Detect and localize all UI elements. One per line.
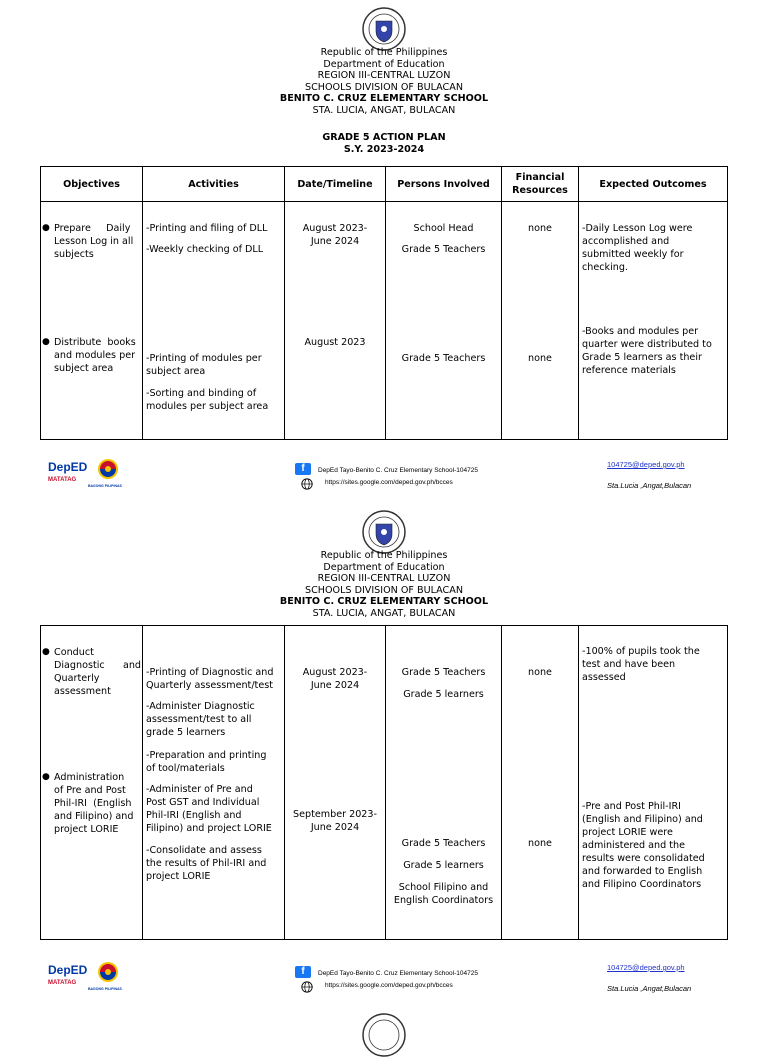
deped-logo: DepED bbox=[48, 460, 88, 474]
footer-address: Sta.Lucia ,Angat,Bulacan bbox=[607, 984, 692, 993]
col-objectives: Objectives bbox=[41, 167, 143, 202]
plan-title: GRADE 5 ACTION PLAN bbox=[322, 132, 446, 143]
action-plan-table bbox=[40, 166, 728, 440]
col-financial: Financial Resources bbox=[502, 167, 579, 202]
globe-icon bbox=[301, 478, 313, 490]
header-department: Department of Education bbox=[323, 58, 445, 70]
email-link[interactable]: 104725@deped.gov.ph bbox=[607, 460, 685, 469]
deped-seal-icon bbox=[362, 1013, 406, 1057]
facebook-icon: f bbox=[295, 463, 311, 475]
header-address: STA. LUCIA, ANGAT, BULACAN bbox=[312, 104, 456, 116]
letterhead bbox=[0, 550, 768, 619]
letterhead bbox=[0, 47, 768, 116]
col-activities: Activities bbox=[143, 167, 285, 202]
header-division: SCHOOLS DIVISION OF BULACAN bbox=[304, 584, 464, 596]
email-link[interactable]: 104725@deped.gov.ph bbox=[607, 963, 685, 972]
action-plan-table-continued bbox=[40, 625, 728, 940]
deped-logo: DepED bbox=[48, 963, 88, 977]
matatag-logo: MATATAG bbox=[48, 477, 77, 483]
deped-seal-icon bbox=[362, 7, 406, 51]
header-school: BENITO C. CRUZ ELEMENTARY SCHOOL bbox=[279, 596, 489, 607]
facebook-page-text: DepEd Tayo-Benito C. Cruz Elementary School-104725 bbox=[318, 970, 478, 977]
col-date: Date/Timeline bbox=[285, 167, 386, 202]
matatag-logo: MATATAG bbox=[48, 980, 77, 986]
table-row: ● Conduct Diagnostic and Quarterly assessment ● Administration of Pre and Post Phil-IRI (English and Filipino) and project LORIE -Printing of Diagnostic and Quarterly assessment/test -Administer Diagnostic assessment/test to all grade 5 learners -Preparation and printing of tool/materials -Administer of Pre and Post GST and Individual Phil-IRI (English and Filipino) and project LORIE -Consolidate and assess the results of Phil-IRI and project LORIE August 2023- June 2024 September 2023- June 2024 Grade 5 Teachers Grade 5 learners Grade 5 Teachers Grade 5 learners School Filipino and English Coordinators none none -100% of pupils took the test and have been assessed -Pre and Post Phil-IRI (English and Filipino) and project LORIE were administered and the results were consolidated and forwarded to English and Filipino Coordinators bbox=[41, 626, 728, 940]
header-address: STA. LUCIA, ANGAT, BULACAN bbox=[312, 607, 456, 619]
bagong-pilipinas-text: BAGONG PILIPINAS bbox=[88, 987, 122, 991]
facebook-icon: f bbox=[295, 966, 311, 978]
deped-seal-icon bbox=[362, 510, 406, 554]
footer-address: Sta.Lucia ,Angat,Bulacan bbox=[607, 481, 692, 490]
table-row: ● Prepare Daily Lesson Log in all subjects ● Distribute books and modules per subject area -Printing and filing of DLL -Weekly checking of DLL -Printing of modules per subject area -Sorting and binding of modules per subject area August 2023- June 2024 August 2023 School Head Grade 5 Teachers Grade 5 Teachers none none -Daily Lesson Log were accomplished and submitted weekly for checking. -Books and modules per quarter were distributed to Grade 5 learners as their reference materials bbox=[41, 202, 728, 440]
header-region: REGION III-CENTRAL LUZON bbox=[317, 70, 451, 81]
document-title bbox=[0, 132, 768, 155]
col-persons: Persons Involved bbox=[386, 167, 502, 202]
bagong-pilipinas-logo-icon bbox=[93, 458, 123, 482]
facebook-page-text: DepEd Tayo-Benito C. Cruz Elementary School-104725 bbox=[318, 467, 478, 474]
table-header-row bbox=[41, 167, 728, 202]
header-republic: Republic of the Philippines bbox=[320, 550, 448, 561]
header-region: REGION III-CENTRAL LUZON bbox=[317, 573, 451, 584]
header-school: BENITO C. CRUZ ELEMENTARY SCHOOL bbox=[279, 93, 489, 104]
bagong-pilipinas-logo-icon bbox=[93, 961, 123, 985]
globe-icon bbox=[301, 981, 313, 993]
header-division: SCHOOLS DIVISION OF BULACAN bbox=[304, 81, 464, 93]
header-republic: Republic of the Philippines bbox=[320, 47, 448, 58]
header-department: Department of Education bbox=[323, 561, 445, 573]
website-text: https://sites.google.com/deped.gov.ph/bcces bbox=[325, 479, 453, 486]
website-text: https://sites.google.com/deped.gov.ph/bcces bbox=[325, 982, 453, 989]
bagong-pilipinas-text: BAGONG PILIPINAS bbox=[88, 484, 122, 488]
school-year: S.Y. 2023-2024 bbox=[343, 143, 425, 155]
col-outcomes: Expected Outcomes bbox=[579, 167, 728, 202]
